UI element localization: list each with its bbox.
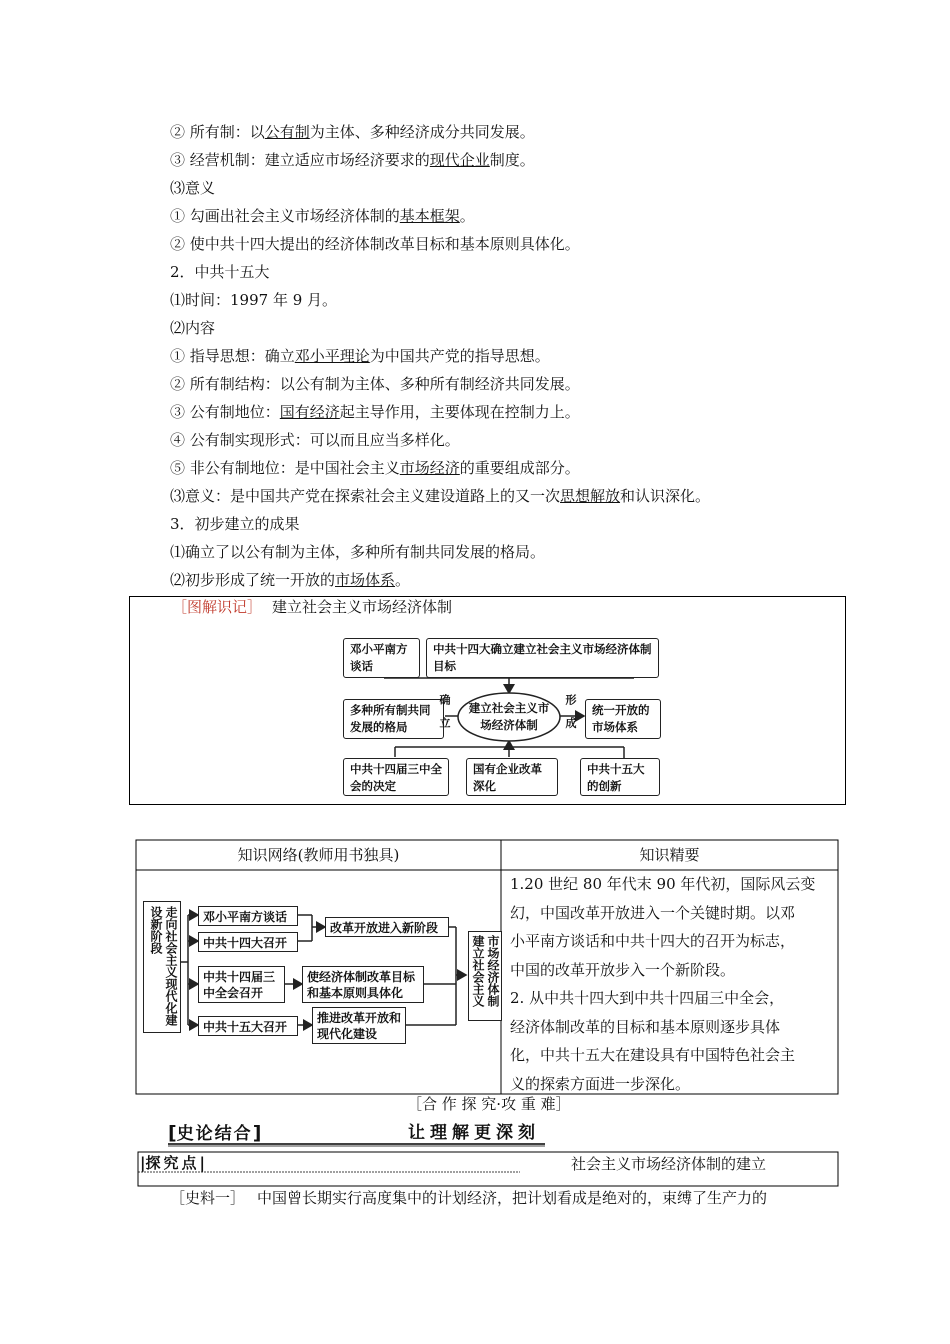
line-text: ③ 经营机制：建立适应市场经济要求的 bbox=[170, 151, 430, 169]
line-text: 2．中共十五大 bbox=[170, 263, 270, 281]
line-text: ④ 公有制实现形式：可以而且应当多样化。 bbox=[170, 431, 460, 449]
line-text: ⑤ 非公有制地位：是中国社会主义 bbox=[170, 459, 400, 477]
material-tag: ［史料一］ bbox=[170, 1189, 246, 1207]
material-text: 中国曾长期实行高度集中的计划经济，把计划看成是绝对的，束缚了生产力的 bbox=[257, 1189, 768, 1207]
line-text: 为主体、多种经济成分共同发展。 bbox=[309, 123, 535, 141]
line-text: ③ 公有制地位： bbox=[170, 403, 280, 421]
summary-text bbox=[510, 870, 836, 1098]
line-text: ⑶意义 bbox=[170, 179, 216, 197]
material-line bbox=[170, 1188, 767, 1208]
diagram-tag: ［图解识记］ bbox=[172, 598, 263, 616]
arrow-label-form: 形成 bbox=[564, 694, 577, 740]
line-text: ② 使中共十四大提出的经济体制改革目标和基本原则具体化。 bbox=[170, 235, 580, 253]
summary-line: 幻，中国改革开放进入一个关键时期。以邓 bbox=[510, 903, 796, 922]
key-term: 市场体系 bbox=[335, 571, 396, 589]
diagram-title: 建立社会主义市场经济体制 bbox=[272, 598, 453, 616]
network-third-plenum: 中共十四届三中全会召开 bbox=[198, 966, 285, 1003]
point-label-text: 探究点 bbox=[145, 1154, 200, 1172]
node-ownership-pattern: 多种所有制共同发展的格局 bbox=[343, 699, 444, 739]
node-15th-innovation: 中共十五大的创新 bbox=[580, 758, 660, 796]
key-term: 思想解放 bbox=[560, 487, 621, 505]
line-text: 。 bbox=[459, 207, 475, 225]
line-text: ② 所有制结构：以公有制为主体、多种所有制经济共同发展。 bbox=[170, 375, 580, 393]
line-text: ① 勾画出社会主义市场经济体制的 bbox=[170, 207, 400, 225]
table-header-network: 知识网络(教师用书独具) bbox=[237, 846, 400, 864]
key-term: 基本框架 bbox=[399, 207, 460, 225]
line-text: 起主导作用，主要体现在控制力上。 bbox=[339, 403, 580, 421]
point-title: 社会主义市场经济体制的建立 bbox=[571, 1155, 767, 1173]
line-text: ⑴确立了以公有制为主体，多种所有制共同发展的格局。 bbox=[170, 543, 546, 561]
table-header-summary: 知识精要 bbox=[639, 846, 700, 864]
line-text: 3．初步建立的成果 bbox=[170, 515, 300, 533]
node-center: 建立社会主义市场经济体制 bbox=[468, 701, 550, 732]
line-text: ① 指导思想：确立 bbox=[170, 347, 295, 365]
key-term: 邓小平理论 bbox=[294, 347, 370, 365]
network-concretize: 使经济体制改革目标和基本原则具体化 bbox=[302, 966, 424, 1003]
key-term: 国有经济 bbox=[279, 403, 340, 421]
point-label: |探究点| bbox=[140, 1154, 205, 1172]
line-text: ⑴时间：1997 年 9 月。 bbox=[170, 291, 338, 309]
section-caption: ［合 作 探 究·攻 重 难］ bbox=[407, 1095, 571, 1113]
arrow-label-establish: 确立 bbox=[438, 694, 451, 740]
network-result: 市场经济体制建立社会主义 bbox=[468, 931, 502, 1021]
summary-line: 义的探索方面进一步深化。 bbox=[510, 1074, 691, 1093]
line-text: ⑶意义：是中国共产党在探索社会主义建设道路上的又一次 bbox=[170, 487, 561, 505]
line-text: 的重要组成部分。 bbox=[459, 459, 580, 477]
key-term: 现代企业 bbox=[429, 151, 490, 169]
banner-right: 让理解更深刻 bbox=[408, 1123, 540, 1143]
node-deng-talk: 邓小平南方谈话 bbox=[343, 638, 420, 678]
banner-left: [史论结合] bbox=[168, 1122, 262, 1144]
network-new-stage: 改革开放进入新阶段 bbox=[325, 917, 449, 937]
network-14th-congress: 中共十四大召开 bbox=[198, 932, 298, 952]
line-text: ⑵初步形成了统一开放的 bbox=[170, 571, 336, 589]
node-unified-market: 统一开放的市场体系 bbox=[585, 699, 661, 739]
node-soe-reform: 国有企业改革深化 bbox=[466, 758, 558, 796]
banner-left-text: 史论结合 bbox=[176, 1124, 253, 1144]
node-third-plenum: 中共十四届三中全会的决定 bbox=[343, 758, 449, 796]
line-text: 为中国共产党的指导思想。 bbox=[369, 347, 550, 365]
summary-line: 经济体制改革的目标和基本原则逐步具体 bbox=[510, 1017, 781, 1036]
line-text: 制度。 bbox=[489, 151, 535, 169]
network-deng-talk: 邓小平南方谈话 bbox=[198, 906, 298, 926]
summary-line: 1.20 世纪 80 年代末 90 年代初，国际风云变 bbox=[510, 875, 816, 893]
line-text: ⑵内容 bbox=[170, 319, 216, 337]
summary-line: 中国的改革开放步入一个新阶段。 bbox=[510, 960, 736, 979]
key-term: 公有制 bbox=[264, 123, 310, 141]
line-text: 和认识深化。 bbox=[620, 487, 711, 505]
network-root: 走向社会主义现代化建设新阶段 bbox=[143, 901, 181, 1033]
network-15th-congress: 中共十五大召开 bbox=[198, 1016, 298, 1036]
summary-line: 小平南方谈话和中共十四大的召开为标志， bbox=[510, 932, 796, 950]
node-14th-congress: 中共十四大确立建立社会主义市场经济体制目标 bbox=[426, 638, 659, 678]
line-text: 。 bbox=[395, 571, 411, 589]
summary-line: 2. 从中共十四大到中共十四届三中全会， bbox=[510, 989, 785, 1007]
line-text: ② 所有制：以 bbox=[170, 123, 265, 141]
network-modernize: 推进改革开放和现代化建设 bbox=[312, 1007, 406, 1044]
key-term: 市场经济 bbox=[399, 459, 460, 477]
summary-line: 化，中共十五大在建设具有中国特色社会主 bbox=[510, 1046, 796, 1064]
